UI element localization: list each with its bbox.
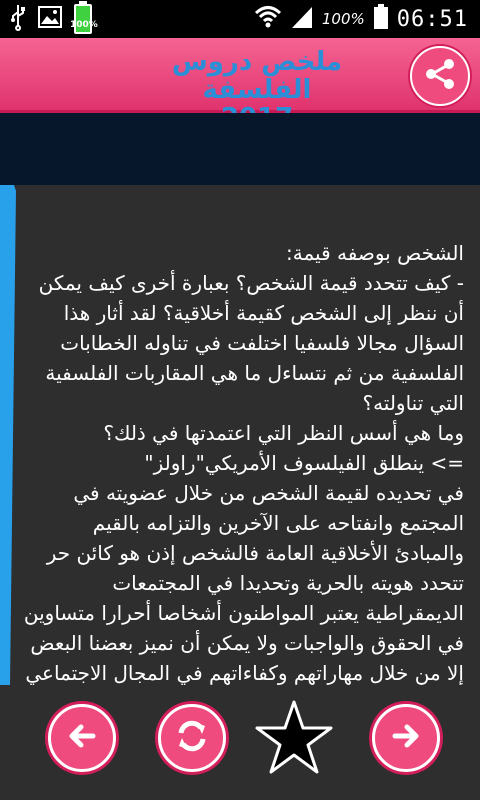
refresh-button[interactable]	[158, 704, 226, 772]
content-paragraph: في تحديده لقيمة الشخص من خلال عضويته في المجتمع وانفتاحه على الآخرين والتزامه بالقيم والمبادئ الأخلاقية العامة فالشخص إذن هو كائن حر تتحدد هويته بالحرية وتحديدا في المجتمعات الديمقراطية يعتبر المواطنون أشخاصا أحرارا متساوين في الحقوق والواجبات ولا يمكن أن نميز بعضنا البعض إلا من خلال مهاراتهم وكفاءاتهم في المجال الاجتماعي	[23, 481, 464, 685]
arrow-right-icon	[391, 721, 421, 755]
share-button[interactable]	[410, 46, 470, 106]
share-icon	[423, 57, 457, 95]
content-paragraph: - كيف تتحدد قيمة الشخص؟ بعبارة أخرى كيف يمكن أن ننظر إلى الشخص كقيمة أخلاقية؟ لقد أثار هذا السؤال مجالا فلسفيا اختلفت في تناوله الخطابات الفلسفية من ثم نتساءل ما هي المقاربات الفلسفية التي تناولته؟	[38, 271, 464, 415]
next-button[interactable]	[372, 704, 440, 772]
app-title-line1: ملخص دروس الفلسفة	[171, 47, 343, 105]
battery-full-icon	[373, 4, 389, 34]
lesson-content	[22, 238, 464, 688]
refresh-icon	[174, 718, 210, 758]
content-paragraph: الشخص بوصفه قيمة:	[286, 241, 464, 265]
favorite-button[interactable]	[254, 698, 334, 778]
bottom-toolbar	[0, 690, 480, 800]
clock: 06:51	[396, 6, 468, 32]
previous-button[interactable]	[48, 704, 116, 772]
signal-icon	[290, 4, 314, 34]
status-right	[254, 4, 468, 34]
wifi-icon	[254, 4, 282, 34]
accent-stripe	[0, 185, 16, 685]
star-icon	[254, 763, 334, 782]
usb-icon	[10, 4, 26, 34]
status-left	[10, 4, 98, 34]
app-header	[0, 38, 480, 113]
gallery-icon	[38, 6, 62, 32]
signal-percent: 100%	[321, 10, 365, 28]
battery-left-label: 100%	[70, 20, 98, 30]
banner-area	[0, 113, 480, 185]
content-paragraph: وما هي أسس النظر التي اعتمدتها في ذلك؟	[103, 421, 464, 445]
arrow-left-icon	[67, 721, 97, 755]
content-paragraph: => ينطلق الفيلسوف الأمريكي"راولز"	[144, 451, 464, 475]
battery-icon	[70, 4, 98, 34]
status-bar	[0, 0, 480, 38]
